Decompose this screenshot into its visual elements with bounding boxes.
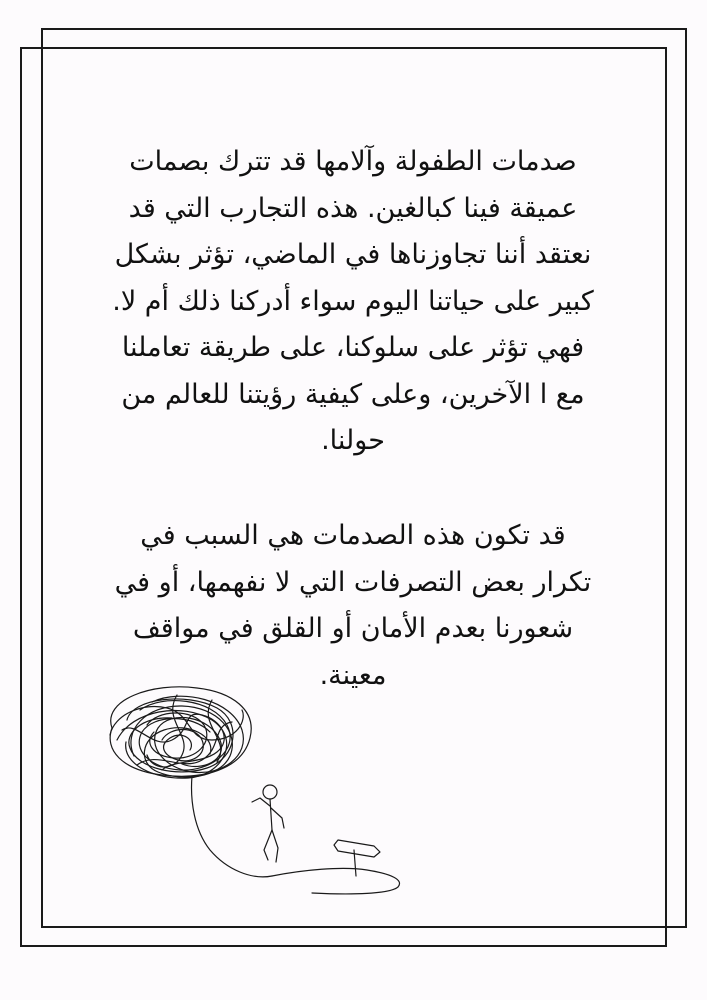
figure-head bbox=[263, 785, 277, 799]
scribble-tail bbox=[192, 776, 272, 877]
text-line: صدمات الطفولة وآلامها قد تترك بصمات bbox=[129, 146, 577, 177]
text-line: مع ا الآخرين، وعلى كيفية رؤيتنا للعالم من bbox=[121, 378, 585, 410]
signpost-board bbox=[334, 840, 380, 857]
figure-arm bbox=[252, 798, 270, 806]
text-line: شعورنا بعدم الأمان أو القلق في مواقف bbox=[132, 613, 574, 644]
text-line: نعتقد أننا تجاوزناها في الماضي، تؤثر بشكل bbox=[114, 239, 592, 270]
figure-body bbox=[270, 799, 272, 830]
walking-path bbox=[272, 868, 400, 894]
text-line: معينة. bbox=[319, 659, 387, 691]
paragraph-repeated-behaviors bbox=[70, 513, 636, 699]
tangled-scribble-figure-walking-path-icon bbox=[92, 680, 422, 895]
text-line: حولنا. bbox=[321, 425, 385, 456]
figure-leg bbox=[264, 830, 272, 860]
figure-leg bbox=[272, 830, 278, 862]
figure-arm bbox=[271, 808, 284, 828]
paragraph-childhood-trauma bbox=[70, 139, 636, 465]
text-line: قد تكون هذه الصدمات هي السبب في bbox=[140, 520, 566, 551]
text-line: كبير على حياتنا اليوم سواء أدركنا ذلك أم لا. bbox=[112, 285, 594, 317]
text-line: فهي تؤثر على سلوكنا، على طريقة تعاملنا bbox=[121, 332, 585, 363]
text-line: عميقة فينا كبالغين. هذه التجارب التي قد bbox=[128, 192, 578, 224]
scribble-loop bbox=[162, 730, 203, 761]
text-line: تكرار بعض التصرفات التي لا نفهمها، أو في bbox=[114, 566, 592, 598]
